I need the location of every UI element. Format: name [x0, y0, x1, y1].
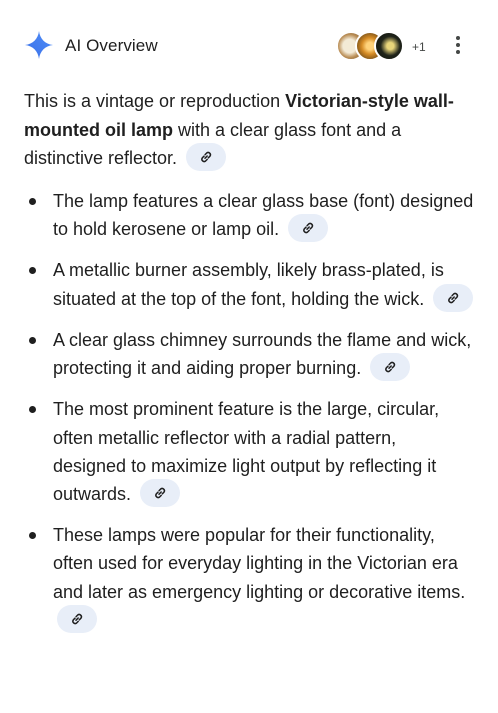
bullet-dot	[29, 406, 36, 413]
list-item	[24, 256, 474, 313]
intro-text: This is a vintage or reproduction	[24, 91, 286, 111]
link-icon	[152, 485, 168, 501]
list-item	[24, 326, 474, 383]
list-item	[24, 521, 474, 635]
list-item	[24, 395, 474, 509]
bullet-text: The lamp features a clear glass base (font) designed to hold kerosene or lamp oil.	[53, 191, 474, 240]
link-icon	[69, 611, 85, 627]
bullet-dot	[29, 198, 36, 205]
more-sources-count[interactable]: +1	[412, 40, 426, 54]
source-link-button[interactable]	[57, 605, 97, 633]
bullet-dot	[29, 337, 36, 344]
bullet-text: The most prominent feature is the large, circular, often metallic reflector with a radial pattern, designed to maximize light output by reflecting it outwards.	[53, 399, 440, 504]
source-link-button[interactable]	[288, 214, 328, 242]
link-icon	[445, 290, 461, 306]
bullet-text: These lamps were popular for their functionality, often used for everyday lighting in the Victorian era and later as emergency lighting or decorative items.	[53, 525, 466, 602]
source-link-button[interactable]	[433, 284, 473, 312]
bullet-dot	[29, 532, 36, 539]
ai-overview-title: AI Overview	[65, 36, 158, 55]
intro-bold-text: Victorian-style wall-mounted oil lamp	[24, 91, 454, 140]
link-icon	[198, 149, 214, 165]
bullet-text: A clear glass chimney surrounds the flame and wick, protecting it and aiding proper burning.	[53, 329, 472, 379]
ai-overview-header	[24, 28, 474, 64]
source-link-button[interactable]	[186, 143, 226, 171]
bullet-list	[24, 187, 474, 647]
intro-paragraph	[24, 87, 474, 173]
source-link-button[interactable]	[370, 353, 410, 381]
source-avatar[interactable]	[374, 31, 404, 61]
list-item	[24, 187, 474, 244]
link-icon	[300, 220, 316, 236]
intro-text-end: with a clear glass font and a distinctive reflector.	[24, 119, 402, 168]
source-link-button[interactable]	[140, 479, 180, 507]
bullet-dot	[29, 267, 36, 274]
link-icon	[382, 359, 398, 375]
bullet-text: A metallic burner assembly, likely brass-plated, is situated at the top of the font, holding the wick.	[53, 260, 444, 309]
source-avatars[interactable]	[336, 31, 426, 61]
more-vert-icon[interactable]	[455, 36, 461, 58]
gemini-spark-icon	[24, 30, 54, 60]
